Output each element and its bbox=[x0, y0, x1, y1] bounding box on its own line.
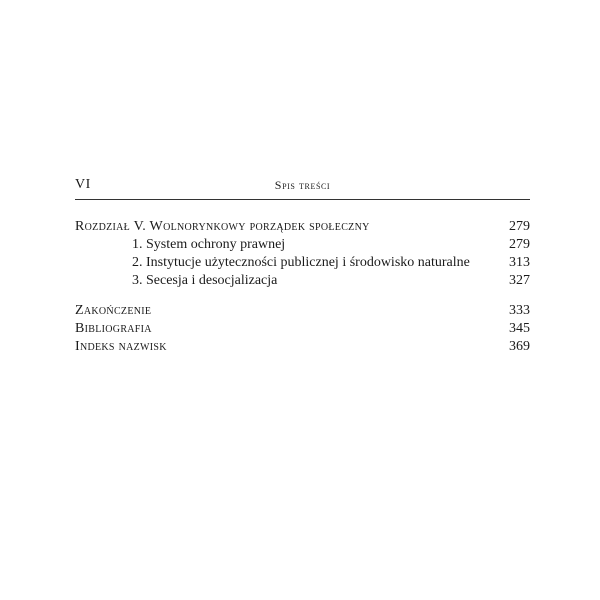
toc-back-matter-entry bbox=[75, 302, 530, 320]
page-header bbox=[75, 177, 530, 197]
toc-back-matter-page: 333 bbox=[509, 303, 530, 318]
toc-spacer bbox=[75, 290, 530, 302]
toc-section-title: 2. Instytucje użyteczności publicznej i środowisko naturalne bbox=[132, 255, 470, 270]
toc-section-page: 279 bbox=[509, 237, 530, 252]
toc-section-title: 3. Secesja i desocjalizacja bbox=[132, 273, 278, 288]
page-number: VI bbox=[75, 177, 91, 192]
toc-back-matter-title: Indeks nazwisk bbox=[75, 339, 167, 354]
toc-section-page: 327 bbox=[509, 273, 530, 288]
header-rule bbox=[75, 199, 530, 200]
toc-section-title: 1. System ochrony prawnej bbox=[132, 237, 286, 252]
toc-section-entry bbox=[75, 236, 530, 254]
toc-section-page: 313 bbox=[509, 255, 530, 270]
toc-chapter-title: Rozdział V. Wolnorynkowy porządek społeczny bbox=[75, 219, 370, 234]
toc-section-entry bbox=[75, 272, 530, 290]
toc-back-matter-entry bbox=[75, 320, 530, 338]
toc-back-matter-entry bbox=[75, 338, 530, 356]
toc-back-matter-page: 369 bbox=[509, 339, 530, 354]
toc-chapter-page: 279 bbox=[509, 219, 530, 234]
toc-section-entry bbox=[75, 254, 530, 272]
table-of-contents bbox=[75, 218, 530, 356]
toc-back-matter-title: Bibliografia bbox=[75, 321, 152, 336]
running-title: Spis treści bbox=[274, 178, 331, 192]
toc-back-matter-title: Zakończenie bbox=[75, 303, 152, 318]
toc-chapter-entry bbox=[75, 218, 530, 236]
toc-back-matter-page: 345 bbox=[509, 321, 530, 336]
